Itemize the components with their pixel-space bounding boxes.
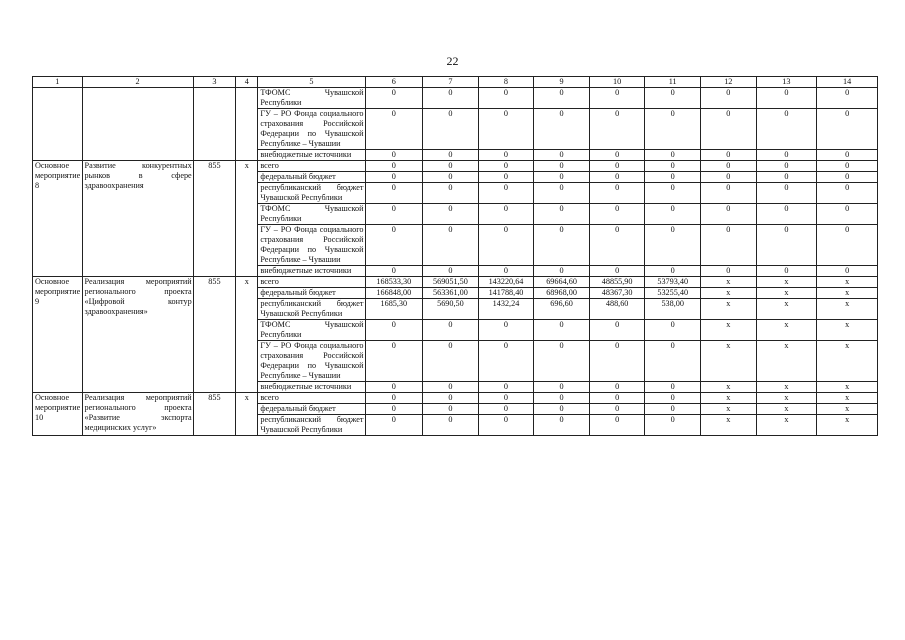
value-cell: x [817, 277, 878, 288]
event-name-cell: Основное мероприятие 9 [33, 277, 83, 393]
value-cell: 0 [423, 161, 479, 172]
value-cell: 0 [645, 161, 701, 172]
value-cell: 0 [701, 266, 757, 277]
value-cell: x [701, 288, 757, 299]
value-cell: 0 [365, 341, 423, 382]
value-cell: 0 [589, 183, 645, 204]
value-cell: 0 [478, 225, 534, 266]
value-cell: 1685,30 [365, 299, 423, 320]
value-cell: 569051,50 [423, 277, 479, 288]
table-row [33, 161, 878, 172]
value-cell: 0 [817, 109, 878, 150]
column-header: 4 [236, 77, 258, 88]
value-cell: 0 [589, 393, 645, 404]
name-cell [33, 88, 83, 161]
table-row [33, 277, 878, 288]
value-cell: 0 [478, 320, 534, 341]
event-code-cell: 855 [193, 161, 235, 277]
value-cell: 0 [645, 415, 701, 436]
value-cell: 69664,60 [534, 277, 590, 288]
source-cell: республиканский бюджет Чувашской Республики [258, 183, 365, 204]
column-header: 3 [193, 77, 235, 88]
value-cell: 0 [365, 404, 423, 415]
source-cell: ГУ – РО Фонда социального страхования Российской Федерации по Чувашской Республике – Чувашии [258, 341, 365, 382]
value-cell: 0 [756, 150, 817, 161]
value-cell: x [701, 415, 757, 436]
source-cell: внебюджетные источники [258, 266, 365, 277]
event-x-cell: x [236, 161, 258, 277]
value-cell: 0 [365, 320, 423, 341]
value-cell: 0 [423, 172, 479, 183]
value-cell: 488,60 [589, 299, 645, 320]
value-cell: x [701, 393, 757, 404]
value-cell: 0 [423, 404, 479, 415]
value-cell: 0 [365, 382, 423, 393]
value-cell: 168533,30 [365, 277, 423, 288]
source-cell: всего [258, 161, 365, 172]
event-name-cell: Основное мероприятие 10 [33, 393, 83, 436]
value-cell: 0 [478, 382, 534, 393]
value-cell: 0 [756, 161, 817, 172]
value-cell: 0 [534, 415, 590, 436]
value-cell: 0 [645, 404, 701, 415]
value-cell: 0 [589, 415, 645, 436]
page-number: 22 [446, 54, 459, 68]
value-cell: 0 [589, 225, 645, 266]
value-cell: x [756, 277, 817, 288]
funding-table [32, 76, 878, 436]
value-cell: 0 [589, 172, 645, 183]
value-cell: 0 [817, 161, 878, 172]
value-cell: 0 [817, 204, 878, 225]
value-cell: 0 [645, 88, 701, 109]
value-cell: 0 [365, 172, 423, 183]
value-cell: 68968,00 [534, 288, 590, 299]
value-cell: 0 [534, 393, 590, 404]
table-row [33, 393, 878, 404]
value-cell: 0 [701, 204, 757, 225]
value-cell: 0 [589, 341, 645, 382]
source-cell: ТФОМС Чувашской Республики [258, 88, 365, 109]
value-cell: 0 [701, 161, 757, 172]
event-code-cell: 855 [193, 277, 235, 393]
value-cell: 0 [589, 320, 645, 341]
value-cell: 0 [645, 225, 701, 266]
value-cell: 0 [701, 225, 757, 266]
value-cell: 0 [365, 109, 423, 150]
value-cell: 0 [589, 204, 645, 225]
value-cell: 0 [534, 404, 590, 415]
value-cell: x [817, 404, 878, 415]
value-cell: 0 [534, 172, 590, 183]
event-x-cell: x [236, 277, 258, 393]
value-cell: 0 [756, 109, 817, 150]
event-description-cell: Реализация мероприятий регионального проекта «Развитие экспорта медицинских услуг» [82, 393, 193, 436]
x-cell [236, 88, 258, 161]
value-cell: 0 [817, 225, 878, 266]
value-cell: 0 [756, 266, 817, 277]
column-header: 12 [701, 77, 757, 88]
value-cell: x [756, 288, 817, 299]
source-cell: федеральный бюджет [258, 288, 365, 299]
value-cell: 0 [423, 266, 479, 277]
value-cell: 0 [756, 204, 817, 225]
value-cell: 0 [589, 266, 645, 277]
value-cell: x [756, 299, 817, 320]
value-cell: 0 [817, 88, 878, 109]
value-cell: x [817, 415, 878, 436]
value-cell: 0 [534, 183, 590, 204]
value-cell: 0 [701, 150, 757, 161]
value-cell: 0 [534, 382, 590, 393]
value-cell: 0 [423, 150, 479, 161]
value-cell: 0 [817, 266, 878, 277]
value-cell: x [817, 393, 878, 404]
value-cell: x [817, 299, 878, 320]
value-cell: 0 [817, 150, 878, 161]
value-cell: 143220,64 [478, 277, 534, 288]
value-cell: 0 [756, 88, 817, 109]
column-header: 5 [258, 77, 365, 88]
value-cell: 0 [478, 404, 534, 415]
value-cell: 0 [423, 415, 479, 436]
value-cell: 0 [365, 183, 423, 204]
value-cell: x [701, 382, 757, 393]
value-cell: 0 [365, 266, 423, 277]
value-cell: 0 [756, 225, 817, 266]
value-cell: 0 [478, 161, 534, 172]
value-cell: 563361,00 [423, 288, 479, 299]
value-cell: 0 [645, 320, 701, 341]
value-cell: 0 [645, 183, 701, 204]
value-cell: x [756, 393, 817, 404]
value-cell: 0 [478, 183, 534, 204]
source-cell: всего [258, 393, 365, 404]
value-cell: 0 [756, 172, 817, 183]
value-cell: 0 [589, 404, 645, 415]
column-header: 8 [478, 77, 534, 88]
value-cell: 0 [478, 88, 534, 109]
value-cell: 0 [478, 415, 534, 436]
value-cell: 141788,40 [478, 288, 534, 299]
value-cell: 0 [423, 88, 479, 109]
value-cell: 0 [423, 382, 479, 393]
value-cell: 0 [534, 266, 590, 277]
column-header: 9 [534, 77, 590, 88]
value-cell: 48855,90 [589, 277, 645, 288]
code-cell [193, 88, 235, 161]
event-description-cell: Развитие конкурентных рынков в сфере здравоохранения [82, 161, 193, 277]
source-cell: республиканский бюджет Чувашской Республики [258, 299, 365, 320]
value-cell: 0 [423, 204, 479, 225]
value-cell: 0 [478, 204, 534, 225]
value-cell: 0 [365, 393, 423, 404]
value-cell: 0 [645, 109, 701, 150]
value-cell: 0 [701, 88, 757, 109]
column-header: 2 [82, 77, 193, 88]
source-cell: республиканский бюджет Чувашской Республики [258, 415, 365, 436]
value-cell: 53255,40 [645, 288, 701, 299]
value-cell: 0 [701, 109, 757, 150]
source-cell: федеральный бюджет [258, 404, 365, 415]
value-cell: 0 [817, 183, 878, 204]
value-cell: 0 [645, 393, 701, 404]
source-cell: внебюджетные источники [258, 150, 365, 161]
value-cell: 1432,24 [478, 299, 534, 320]
value-cell: 0 [478, 341, 534, 382]
value-cell: 0 [817, 172, 878, 183]
value-cell: 0 [645, 266, 701, 277]
value-cell: 0 [645, 204, 701, 225]
value-cell: 0 [534, 109, 590, 150]
value-cell: 0 [534, 225, 590, 266]
value-cell: 0 [534, 88, 590, 109]
value-cell: x [817, 320, 878, 341]
value-cell: x [817, 382, 878, 393]
description-cell [82, 88, 193, 161]
value-cell: 0 [645, 382, 701, 393]
value-cell: x [701, 299, 757, 320]
column-header: 6 [365, 77, 423, 88]
value-cell: 0 [534, 204, 590, 225]
value-cell: 538,00 [645, 299, 701, 320]
column-header: 1 [33, 77, 83, 88]
source-cell: всего [258, 277, 365, 288]
source-cell: ГУ – РО Фонда социального страхования Российской Федерации по Чувашской Республике – Чувашии [258, 109, 365, 150]
source-cell: ГУ – РО Фонда социального страхования Российской Федерации по Чувашской Республике – Чувашии [258, 225, 365, 266]
value-cell: 0 [589, 109, 645, 150]
value-cell: 0 [756, 183, 817, 204]
value-cell: 0 [589, 88, 645, 109]
value-cell: 0 [423, 225, 479, 266]
value-cell: x [756, 382, 817, 393]
value-cell: 0 [478, 172, 534, 183]
source-cell: ТФОМС Чувашской Республики [258, 204, 365, 225]
value-cell: 0 [423, 109, 479, 150]
value-cell: 0 [478, 109, 534, 150]
value-cell: 0 [365, 161, 423, 172]
value-cell: x [817, 341, 878, 382]
event-name-cell: Основное мероприятие 8 [33, 161, 83, 277]
value-cell: 0 [589, 161, 645, 172]
event-description-cell: Реализация мероприятий регионального проекта «Цифровой контур здравоохранения» [82, 277, 193, 393]
value-cell: 53793,40 [645, 277, 701, 288]
source-cell: ТФОМС Чувашской Республики [258, 320, 365, 341]
value-cell: 0 [365, 150, 423, 161]
value-cell: 0 [645, 341, 701, 382]
column-header: 7 [423, 77, 479, 88]
value-cell: 0 [534, 161, 590, 172]
value-cell: 0 [478, 266, 534, 277]
value-cell: x [756, 320, 817, 341]
column-header: 11 [645, 77, 701, 88]
value-cell: 48367,30 [589, 288, 645, 299]
value-cell: 0 [423, 341, 479, 382]
column-header: 13 [756, 77, 817, 88]
value-cell: 696,60 [534, 299, 590, 320]
header-row [33, 77, 878, 88]
value-cell: 0 [365, 88, 423, 109]
value-cell: x [756, 415, 817, 436]
source-cell: федеральный бюджет [258, 172, 365, 183]
value-cell: 0 [423, 320, 479, 341]
value-cell: 0 [478, 393, 534, 404]
column-header: 14 [817, 77, 878, 88]
value-cell: x [756, 341, 817, 382]
value-cell: 0 [365, 204, 423, 225]
source-cell: внебюджетные источники [258, 382, 365, 393]
value-cell: 0 [534, 320, 590, 341]
value-cell: 5690,50 [423, 299, 479, 320]
value-cell: 0 [701, 172, 757, 183]
value-cell: 0 [365, 225, 423, 266]
value-cell: 0 [589, 382, 645, 393]
value-cell: x [701, 277, 757, 288]
value-cell: x [701, 320, 757, 341]
value-cell: x [701, 341, 757, 382]
value-cell: 0 [645, 172, 701, 183]
value-cell: x [756, 404, 817, 415]
value-cell: 0 [645, 150, 701, 161]
value-cell: x [817, 288, 878, 299]
value-cell: 0 [589, 150, 645, 161]
value-cell: 0 [478, 150, 534, 161]
table-row [33, 88, 878, 109]
value-cell: 0 [534, 150, 590, 161]
value-cell: 0 [701, 183, 757, 204]
value-cell: 166848,00 [365, 288, 423, 299]
event-code-cell: 855 [193, 393, 235, 436]
value-cell: 0 [365, 415, 423, 436]
event-x-cell: x [236, 393, 258, 436]
value-cell: x [701, 404, 757, 415]
value-cell: 0 [423, 183, 479, 204]
column-header: 10 [589, 77, 645, 88]
value-cell: 0 [534, 341, 590, 382]
value-cell: 0 [423, 393, 479, 404]
